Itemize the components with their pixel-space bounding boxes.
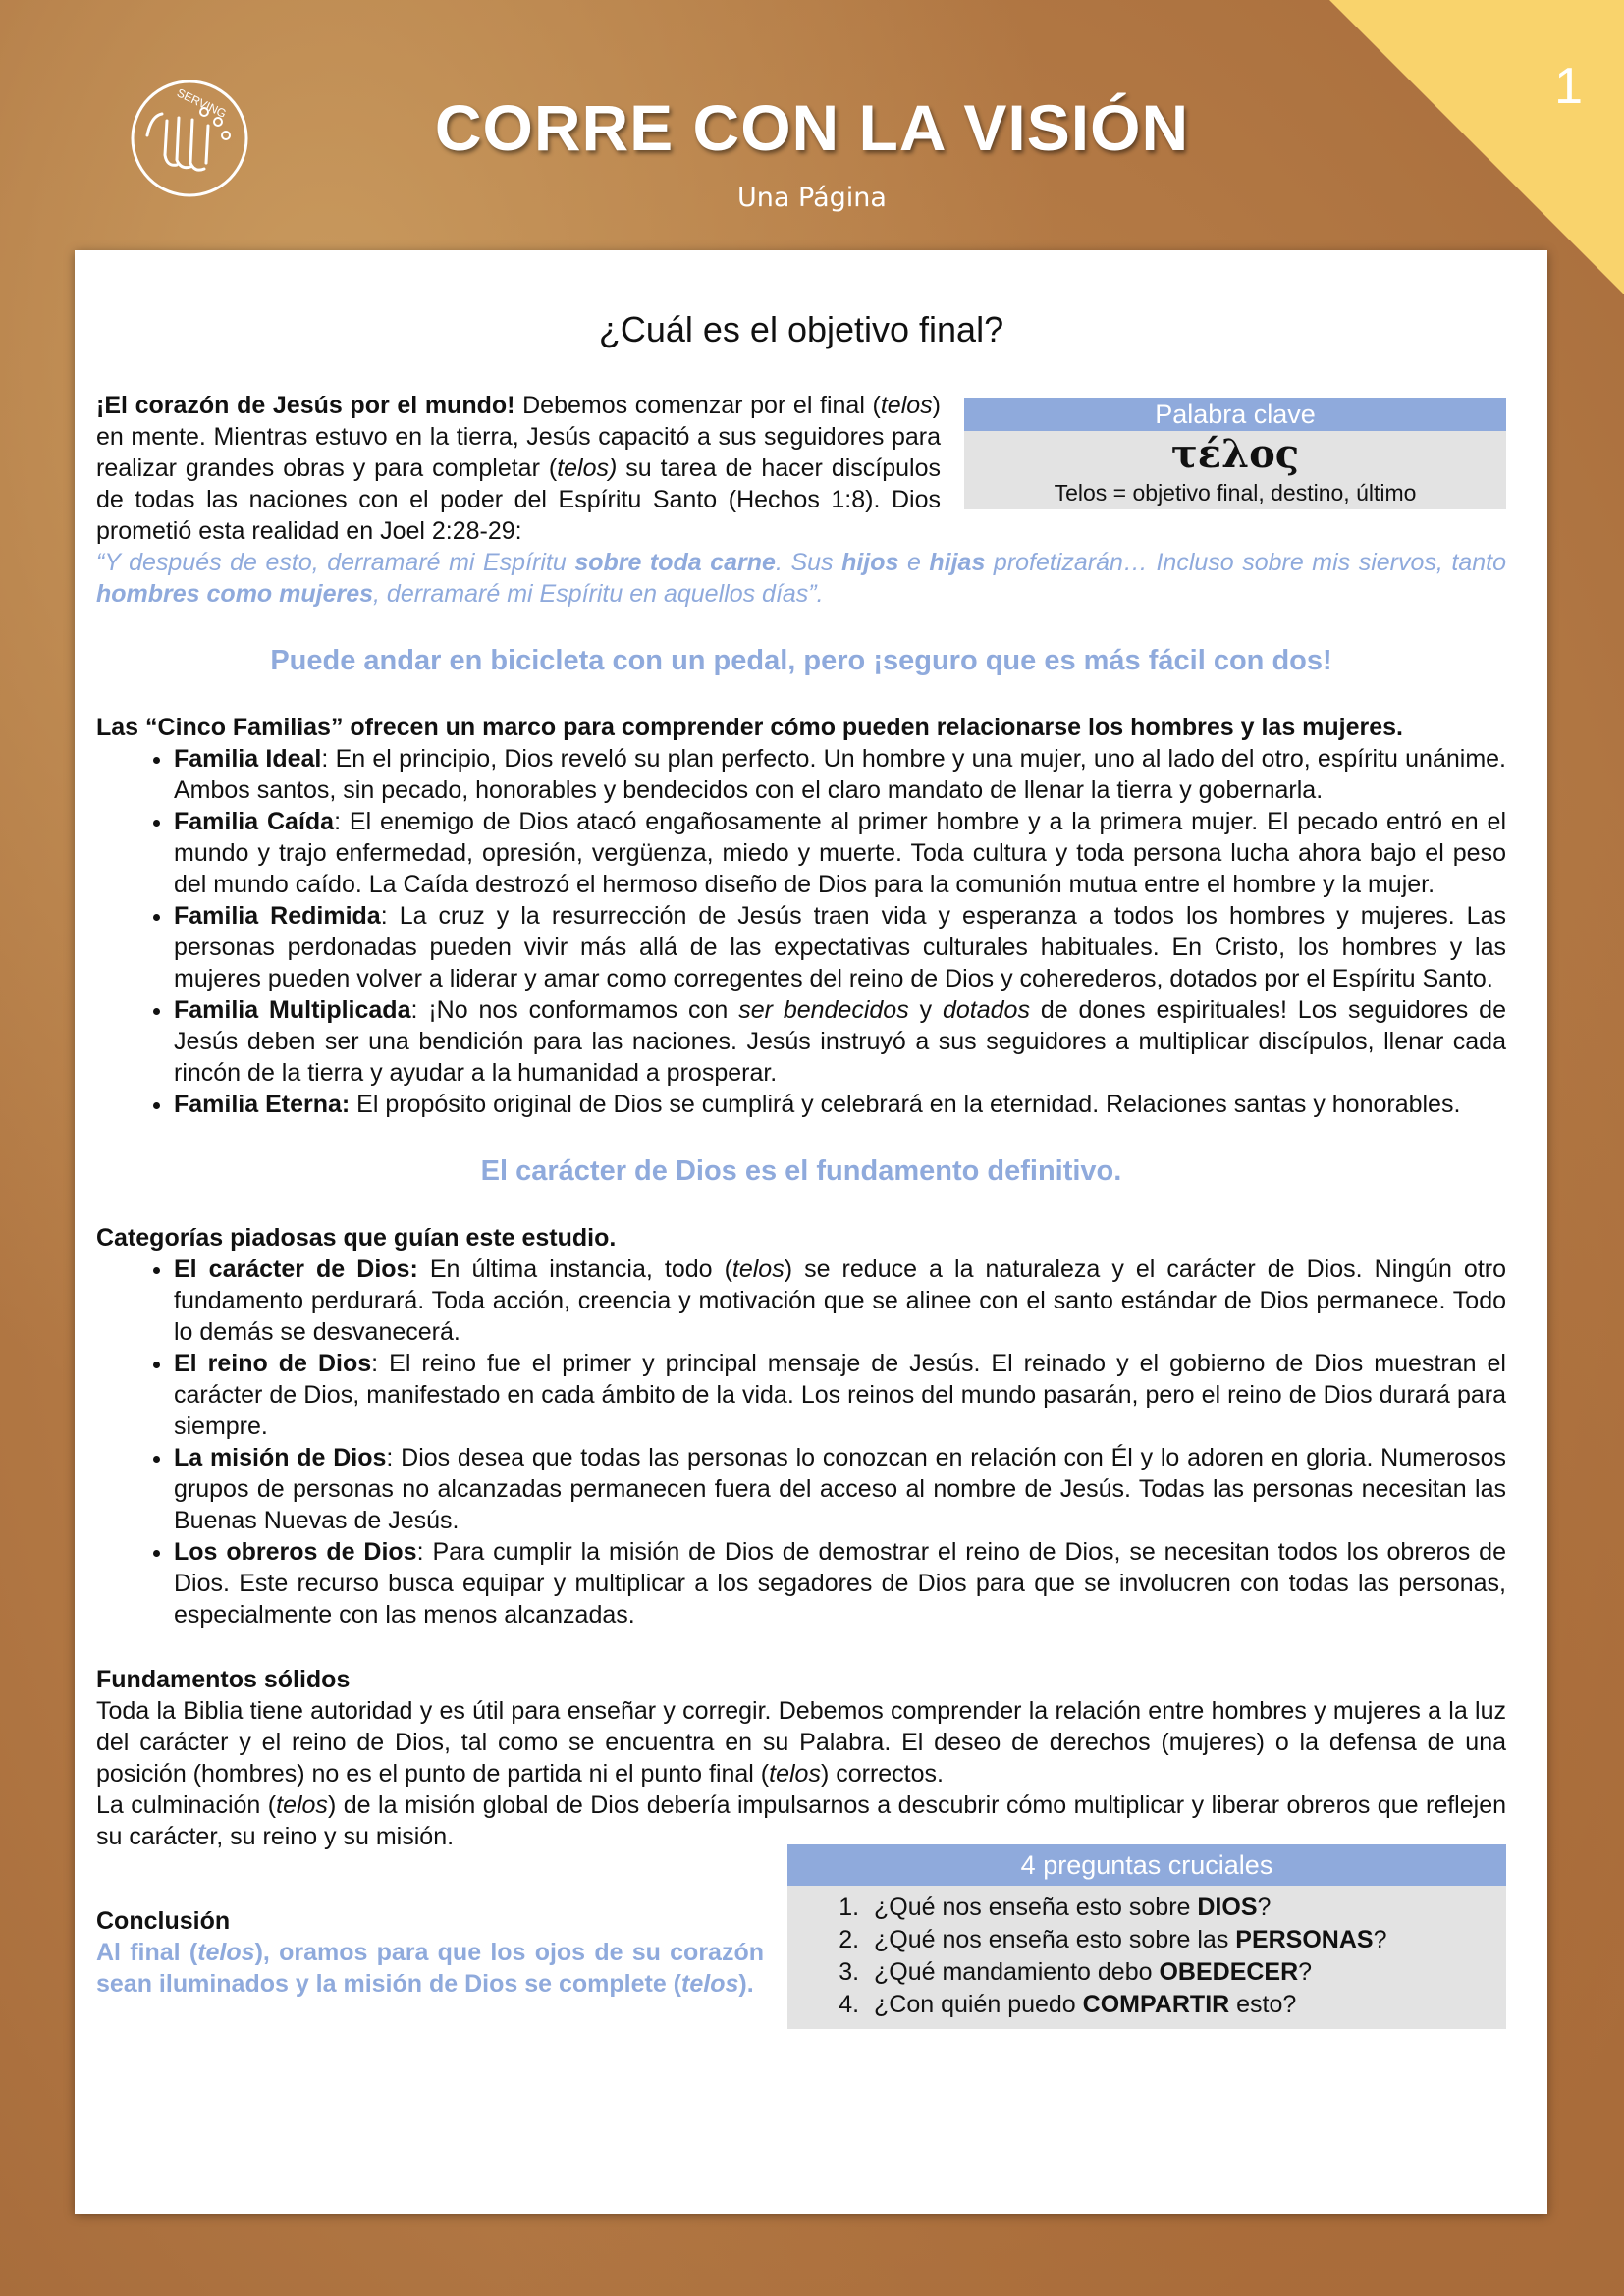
family-item-fallen — [174, 806, 1506, 900]
question-text: ? — [1373, 1926, 1387, 1953]
family-italic: ser bendecidos — [738, 996, 909, 1024]
question-title: ¿Cuál es el objetivo final? — [598, 309, 1004, 349]
question-text: ? — [1298, 1958, 1313, 1986]
content-panel — [75, 250, 1547, 2214]
question-item — [866, 1956, 1506, 1989]
page-number: 1 — [1554, 58, 1583, 115]
family-text: : En el principio, Dios reveló su plan perfecto. Un hombre y una mujer, uno al lado del otro, espíritu unánime. Ambos santos, sin pecado, honorables y bendecidos con el claro mandato de llenar la tierra y gobernarla. — [174, 745, 1507, 804]
family-italic: dotados — [942, 996, 1030, 1024]
conclusion-italic: telos — [197, 1939, 255, 1966]
question-text: ? — [1257, 1894, 1272, 1921]
category-text: : El reino fue el primer y principal mensaje de Jesús. El reinado y el gobierno de Dios muestran el carácter de Dios, manifestado en cada ámbito de la vida. Los reinos del mundo pasarán, pero el reino de Dios durará para siempre. — [174, 1350, 1506, 1440]
conclusion-heading: Conclusión — [96, 1907, 231, 1935]
category-item-kingdom — [174, 1348, 1506, 1442]
question-bold: COMPARTIR — [1082, 1991, 1230, 2018]
category-item-workers — [174, 1536, 1506, 1630]
intro-text-3: su tarea de hacer discípulos de todas las naciones con el poder del Espíritu Santo (Hechos 1:8). Dios prometió esta realidad en Joel 2:28-29: — [96, 454, 941, 545]
question-text: ¿Qué mandamiento debo — [874, 1958, 1160, 1986]
foundations-italic: telos — [276, 1791, 328, 1819]
family-label: Familia Ideal — [174, 745, 322, 773]
quote-text-5: , derramaré mi Espíritu en aquellos días”. — [373, 580, 824, 608]
question-bold: PERSONAS — [1235, 1926, 1374, 1953]
category-item-character — [174, 1254, 1506, 1348]
quote-text-4: profetizarán… Incluso sobre mis siervos, tanto — [985, 549, 1506, 576]
question-bold: DIOS — [1197, 1894, 1258, 1921]
category-item-mission — [174, 1442, 1506, 1536]
foundations-text: Toda la Biblia tiene autoridad y es útil para enseñar y corregir. Debemos comprender la relación entre hombres y mujeres a la luz del carácter y el reino de Dios, tal como se encuentra en su Palabra. El deseo de derechos (mujeres) o la defensa de una posición (hombres) no es el punto de partida ni el punto final ( — [96, 1697, 1506, 1788]
quote-text-1: “Y después de esto, derramaré mi Espíritu — [96, 549, 575, 576]
categories-list — [96, 1254, 1506, 1630]
family-label: Familia Multiplicada — [174, 996, 411, 1024]
families-intro: Las “Cinco Familias” ofrecen un marco para comprender cómo pueden relacionarse los hombres y las mujeres. — [96, 714, 1404, 741]
question-text: ¿Qué nos enseña esto sobre las — [874, 1926, 1236, 1953]
category-italic: telos — [731, 1255, 785, 1283]
intro-text-1: Debemos comenzar por el final ( — [514, 392, 881, 419]
family-text: de dones espirituales! Los seguidores de Jesús deben ser una bendición para las naciones. Jesús instruyó a sus seguidores a multiplicar discípulos, llenar cada rincón de la tierra y ayudar a la humanidad a prosperar. — [174, 996, 1506, 1087]
family-text: y — [908, 996, 943, 1024]
question-bold: OBEDECER — [1159, 1958, 1299, 1986]
foundations-text: ) correctos. — [820, 1760, 944, 1788]
conclusion-text — [96, 1937, 764, 2000]
keyword-definition: Telos = objetivo final, destino, último — [1054, 480, 1417, 506]
question-item — [866, 1892, 1506, 1924]
foundations-text: ) de la misión global de Dios debería impulsarnos a descubrir cómo multiplicar y liberar obreros que reflejen su carácter, su reino y su misión. — [96, 1791, 1506, 1850]
family-text: El propósito original de Dios se cumplirá y celebrará en la eternidad. Relaciones santas y honorables. — [350, 1091, 1461, 1118]
category-label: Los obreros de Dios — [174, 1538, 417, 1566]
category-text: ) se reduce a la naturaleza y el carácter de Dios. Ningún otro fundamento perdurará. Toda acción, creencia y motivación que se alinee con el santo estándar de Dios permanece. Todo lo demás se desvanecerá. — [174, 1255, 1506, 1346]
family-item-eternal — [174, 1089, 1506, 1120]
conclusion-part: ). — [738, 1970, 754, 1998]
family-item-multiplied — [174, 994, 1506, 1089]
foundations-italic: telos — [769, 1760, 821, 1788]
question-text: ¿Con quién puedo — [874, 1991, 1083, 2018]
foundations-paragraph-2 — [96, 1789, 1506, 1852]
page-subtitle: Una Página — [737, 183, 887, 213]
quote-text-2: . Sus — [775, 549, 842, 576]
highlight-bicycle: Puede andar en bicicleta con un pedal, pero ¡seguro que es más fácil con dos! — [270, 645, 1332, 676]
family-text: : La cruz y la resurrección de Jesús traen vida y esperanza a todos los hombres y mujeres. Las personas perdonadas pueden vivir más allá de las expectativas culturales habituales. En Cristo, los hombres y las mujeres pueden volver a liderar y amar como corregentes del reino de Dios y coherederos, dotados por el Espíritu Santo. — [174, 902, 1506, 992]
category-text: : Dios desea que todas las personas lo conozcan en relación con Él y lo adoren en gloria. Numerosos grupos de personas no alcanzadas permanecen fuera del acceso al nombre de Jesús. Todas las personas necesitan las Buenas Nuevas de Jesús. — [174, 1444, 1506, 1534]
intro-telos-2: telos) — [557, 454, 618, 482]
family-text: : El enemigo de Dios atacó engañosamente al primer hombre y a la primera mujer. El pecado entró en el mundo y trajo enfermedad, opresión, vergüenza, miedo y muerte. Toda cultura y toda persona lucha ahora bajo el peso del mundo caído. La Caída destrozó el hermoso diseño de Dios para la comunión mutua entre el hombre y la mujer. — [174, 808, 1506, 898]
categories-heading: Categorías piadosas que guían este estudio. — [96, 1224, 617, 1252]
questions-box — [787, 1844, 1506, 2029]
conclusion-part: ), oramos para que los ojos de su corazón sean iluminados y la misión de Dios se complete ( — [96, 1939, 764, 1998]
questions-list — [787, 1892, 1506, 2021]
foundations-heading: Fundamentos sólidos — [96, 1666, 351, 1693]
family-label: Familia Redimida — [174, 902, 381, 930]
quote-bold-2: hijos — [841, 549, 899, 576]
category-text: : Para cumplir la misión de Dios de demostrar el reino de Dios, se necesitan todos los obreros de Dios. Este recurso busca equipar y multiplicar a los segadores de Dios para que se involucren con todas las personas, especialmente con las menos alcanzadas. — [174, 1538, 1506, 1629]
quote-text-3: e — [898, 549, 930, 576]
content-inner — [96, 250, 1506, 2049]
question-text: ¿Qué nos enseña esto sobre — [874, 1894, 1198, 1921]
conclusion-part: Al final ( — [96, 1939, 198, 1966]
category-label: La misión de Dios — [174, 1444, 387, 1471]
logo-text: SERVING — [174, 85, 229, 121]
bottom-row — [96, 1852, 1506, 2049]
quote-bold-4: hombres como mujeres — [96, 580, 374, 608]
intro-bold: ¡El corazón de Jesús por el mundo! — [96, 392, 515, 419]
foundations-text: La culminación ( — [96, 1791, 277, 1819]
category-text: En última instancia, todo ( — [417, 1255, 732, 1283]
category-label: El carácter de Dios: — [174, 1255, 418, 1283]
keyword-box-header: Palabra clave — [964, 398, 1506, 431]
family-text: : ¡No nos conformamos con — [410, 996, 739, 1024]
highlight-character: El carácter de Dios es el fundamento definitivo. — [480, 1155, 1122, 1187]
scripture-quote — [96, 547, 1506, 610]
questions-box-header: 4 preguntas cruciales — [787, 1844, 1506, 1886]
question-item — [866, 1989, 1506, 2021]
quote-bold-3: hijas — [929, 549, 986, 576]
intro-text-2: ) en mente. Mientras estuvo en la tierra, Jesús capacitó a sus seguidores para realizar grandes obras y para completar ( — [96, 392, 941, 482]
question-text: esto? — [1229, 1991, 1297, 2018]
keyword-word: τέλος — [1170, 431, 1300, 477]
family-item-redeemed — [174, 900, 1506, 994]
quote-bold-1: sobre toda carne — [574, 549, 776, 576]
conclusion-block — [96, 1905, 764, 2000]
intro-telos-1: telos — [880, 392, 933, 419]
page-title: CORRE CON LA VISIÓN — [434, 91, 1190, 164]
family-label: Familia Eterna: — [174, 1091, 351, 1118]
foundations-paragraph-1 — [96, 1695, 1506, 1789]
family-item-ideal — [174, 743, 1506, 806]
families-list — [96, 743, 1506, 1120]
keyword-box — [964, 398, 1506, 509]
question-item — [866, 1924, 1506, 1956]
category-label: El reino de Dios — [174, 1350, 372, 1377]
conclusion-italic: telos — [681, 1970, 739, 1998]
family-label: Familia Caída — [174, 808, 335, 835]
